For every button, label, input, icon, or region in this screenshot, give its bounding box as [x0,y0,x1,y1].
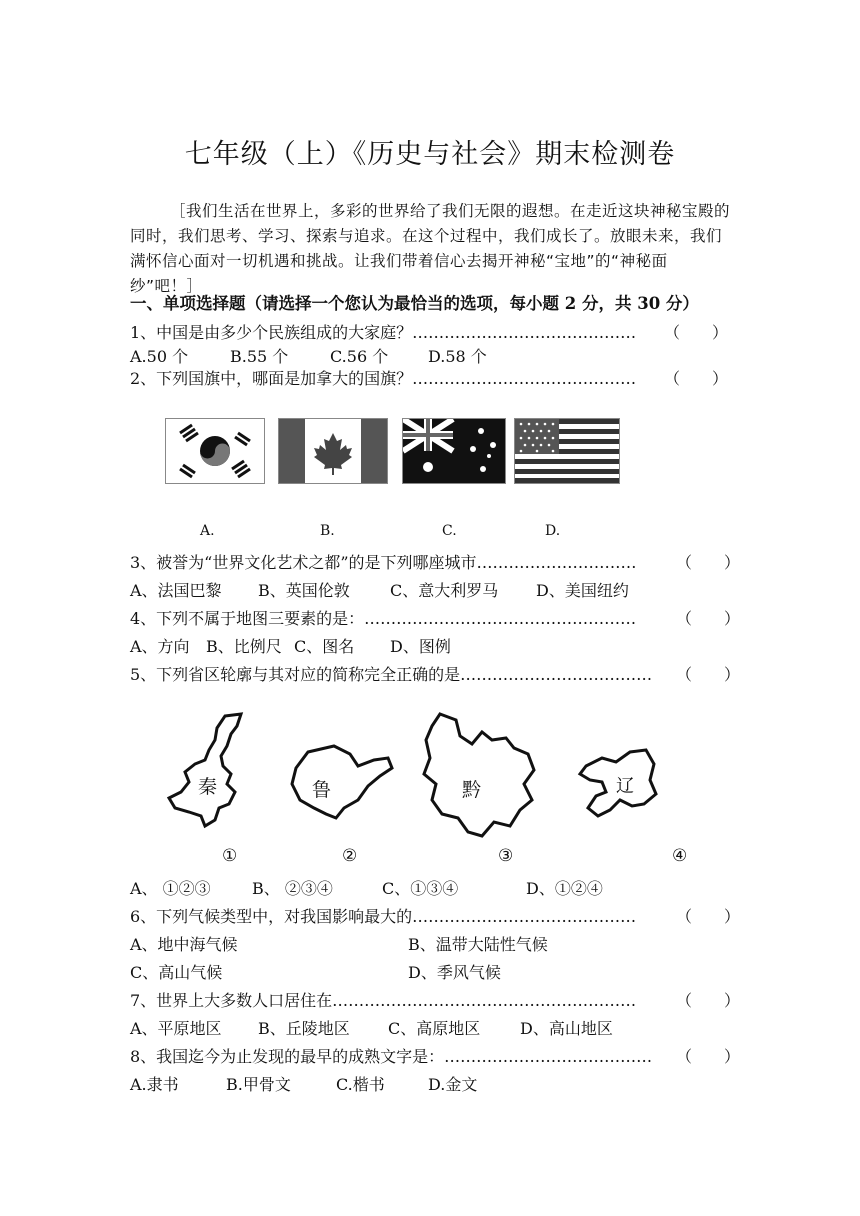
option: C、意大利罗马 [390,581,499,600]
answer-blank: （ ） [676,1047,741,1066]
flag-label-a: A. [200,523,215,539]
option: A、地中海气候 [130,935,238,954]
question-1-stem: 1、中国是由多少个民族组成的大家庭？…………………………………… [130,323,637,342]
option: D.金文 [428,1075,478,1094]
option: D、季风气候 [408,963,501,982]
question-8-stem: 8、我国迄今为止发现的最早的成熟文字是：………………………………… [130,1047,653,1066]
option: D、图例 [390,637,451,656]
option: A、平原地区 [130,1019,222,1038]
option: D、①②④ [526,879,603,898]
option: B、比例尺 [206,637,282,656]
south-korea-flag [165,418,265,484]
option: A、方向 [130,637,190,656]
intro-text: ［我们生活在世界上，多彩的世界给了我们无限的遐想。在走近这块神秘宝殿的同时，我们思考、学习、探索与追求。在这个过程中，我们成长了。放眼未来，我们满怀信心面对一切机遇和挑战。让我们带着信心去揭开神秘“宝地”的“神秘面纱”吧！］ [130,202,731,295]
map-number-2: ② [342,846,358,866]
answer-blank: （ ） [676,553,741,572]
section-heading: 一、单项选择题（请选择一个您认为最恰当的选项，每小题 2 分，共 30 分） [130,294,699,313]
option: C、高山气候 [130,963,223,982]
option: B、英国伦敦 [258,581,350,600]
flag-label-c: C. [442,523,457,539]
question-5-stem: 5、下列省区轮廓与其对应的简称完全正确的是……………………………… [130,665,653,684]
map-label-lu: 鲁 [312,779,332,801]
answer-blank: （ ） [664,369,729,388]
option: C.楷书 [336,1075,385,1094]
question-3-stem: 3、被誉为“世界文化艺术之都”的是下列哪座城市………………………… [130,553,637,572]
question-4-stem: 4、下列不属于地图三要素的是：…………………………………………… [130,609,637,628]
canada-flag [278,418,388,484]
option: C.56 个 [330,347,389,366]
option: A.隶书 [130,1075,179,1094]
map-number-3: ③ [498,846,514,866]
option: C、高原地区 [388,1019,481,1038]
option: B.55 个 [230,347,289,366]
question-2-stem: 2、下列国旗中，哪面是加拿大的国旗？…………………………………… [130,369,637,388]
option: C、图名 [294,637,355,656]
australia-flag [402,418,506,484]
option: B、 ②③④ [252,879,333,898]
intro-paragraph [130,199,730,299]
answer-blank: （ ） [676,609,741,628]
answer-blank: （ ） [676,991,741,1010]
map-label-liao: 辽 [616,776,634,797]
map-label-qin: 秦 [198,776,218,798]
map-label-qian: 黔 [462,779,482,801]
flag-label-d: D. [545,523,561,539]
flag-label-b: B. [320,523,335,539]
usa-flag [514,418,620,484]
question-6-stem: 6、下列气候类型中，对我国影响最大的…………………………………… [130,907,637,926]
option: B、丘陵地区 [258,1019,350,1038]
answer-blank: （ ） [664,323,729,342]
map-number-1: ① [222,846,238,866]
option: A、法国巴黎 [130,581,222,600]
option: B.甲骨文 [226,1075,291,1094]
option: C、①③④ [382,879,459,898]
map-number-4: ④ [672,846,688,866]
answer-blank: （ ） [676,665,741,684]
option: A.50 个 [130,347,189,366]
page-title: 七年级（上）《历史与社会》期末检测卷 [184,139,676,170]
option: D、美国纽约 [536,581,629,600]
option: D、高山地区 [520,1019,613,1038]
answer-blank: （ ） [676,907,741,926]
option: A、 ①②③ [130,879,211,898]
question-7-stem: 7、世界上大多数人口居住在………………………………………………… [130,991,637,1010]
shandong-outline [288,742,396,822]
option: B、温带大陆性气候 [408,935,548,954]
option: D.58 个 [428,347,487,366]
